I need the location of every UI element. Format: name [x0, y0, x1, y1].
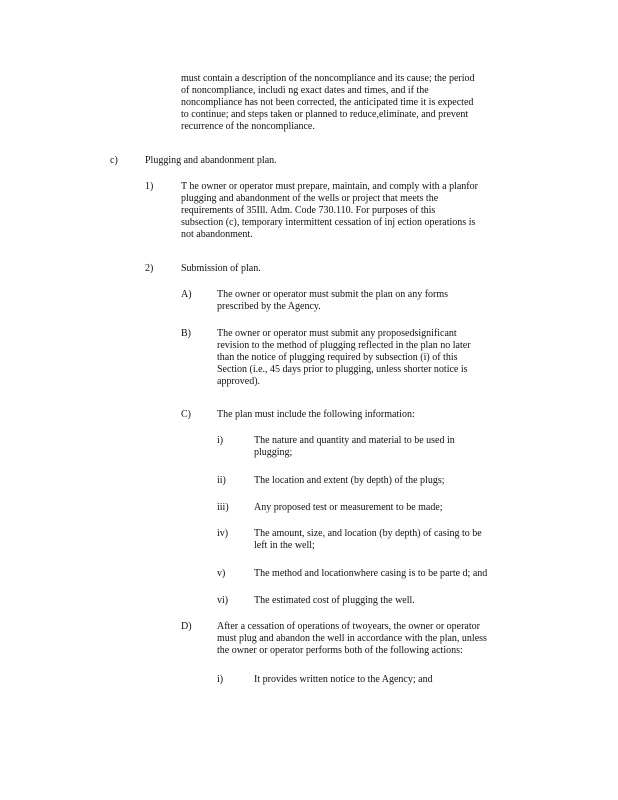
item-2C-ii-text: The location and extent (by depth) of the plugs;	[254, 475, 445, 486]
item-2D-text: After a cessation of operations of twoyears, the owner or operator must plug and abandon the well in accordance with the plan, unless the owner or operator performs both of the following actions:	[217, 621, 487, 656]
item-2C-iii-text: Any proposed test or measurement to be made;	[254, 502, 443, 513]
item-2C-v-text: The method and locationwhere casing is to be parte d; and	[254, 568, 488, 579]
item-2D-label: D)	[181, 621, 192, 632]
item-2A-text: The owner or operator must submit the plan on any forms prescribed by the Agency.	[217, 289, 449, 312]
item-2C-vi-text: The estimated cost of plugging the well.	[254, 595, 415, 606]
item-2C-iii-label: iii)	[217, 502, 229, 513]
item-2D-i-text: It provides written notice to the Agency; and	[254, 674, 433, 685]
item-1-text: T he owner or operator must prepare, maintain, and comply with a planfor plugging and abandonment of the wells or project that meets the requirements of 35Ill. Adm. Code 730.110. For purposes of this subsection (c), temporary intermittent cessation of inj ection operations is not abandonment.	[181, 181, 478, 240]
item-2C-vi-label: vi)	[217, 595, 229, 606]
item-2-label: 2)	[145, 263, 154, 274]
section-c-label: c)	[110, 155, 118, 166]
item-2C-iv-text: The amount, size, and location (by depth) of casing to be left in the well;	[254, 528, 482, 551]
item-2C-iv-label: iv)	[217, 528, 229, 539]
item-2C-text: The plan must include the following information:	[217, 409, 415, 420]
item-2A-label: A)	[181, 289, 192, 300]
item-2B-label: B)	[181, 328, 191, 339]
item-2D-i-label: i)	[217, 674, 224, 685]
item-1-label: 1)	[145, 181, 154, 192]
continuation-paragraph: must contain a description of the noncompliance and its cause; the period of noncompliance, includi ng exact dates and times, and if the noncompliance has not been corrected, the anticipated time it is expected to continue; and steps taken or planned to reduce,eliminate, and prevent recurrence of the noncompliance.	[181, 73, 475, 132]
section-c-title: Plugging and abandonment plan.	[145, 155, 277, 166]
item-2-text: Submission of plan.	[181, 263, 261, 274]
item-2C-i-label: i)	[217, 435, 224, 446]
item-2C-ii-label: ii)	[217, 475, 226, 486]
item-2C-v-label: v)	[217, 568, 226, 579]
item-2C-i-text: The nature and quantity and material to be used in plugging;	[254, 435, 455, 458]
item-2C-label: C)	[181, 409, 191, 420]
item-2B-text: The owner or operator must submit any proposedsignificant revision to the method of plugging reflected in the plan no later than the notice of plugging required by subsection (i) of this Section (i.e., 45 days prior to plugging, unless shorter notice is approved).	[217, 328, 471, 387]
